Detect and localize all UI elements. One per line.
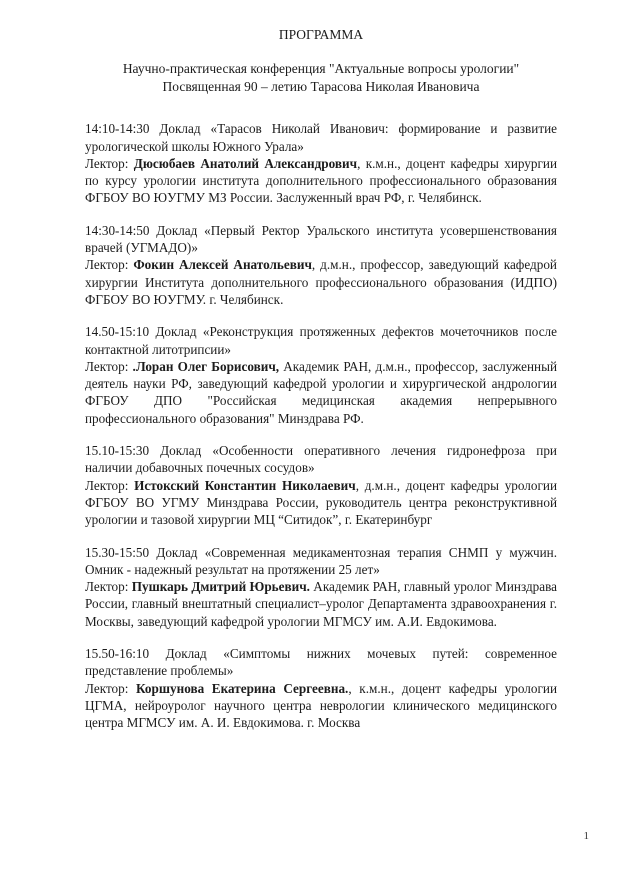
conference-dedication: Посвященная 90 – летию Тарасова Николая Ивановича xyxy=(162,79,480,95)
talk-entry xyxy=(85,323,557,427)
talk-entry xyxy=(85,645,557,731)
lecturer-name: Фокин Алексей Анатольевич xyxy=(133,257,312,273)
lecturer-details: , д.м.н., профессор, заведующий кафедрой хирургии Института дополнительного профессионального образования (ИДПО) ФГБОУ ВО ЮУГМУ. г. Челябинск. xyxy=(85,257,557,307)
talk-title: 14:30-14:50 Доклад «Первый Ректор Уральского института усовершенствования врачей (УГМАДО)» xyxy=(85,222,557,256)
talk-lecturer xyxy=(85,477,557,529)
lecturer-name: .Лоран Олег Борисович, xyxy=(132,358,280,374)
lecturer-details: , к.м.н., доцент кафедры урологии ЦГМА, нейроуролог научного центра неврологии клинического медицинского центра МГМСУ им. А. И. Евдокимова. г. Москва xyxy=(85,680,557,731)
lecturer-label: Лектор: xyxy=(85,257,129,273)
lecturer-label: Лектор: xyxy=(85,477,129,493)
talk-entry xyxy=(85,442,557,528)
talk-title: 15.10-15:30 Доклад «Особенности оперативного лечения гидронефроза при наличии добавочных почечных сосудов» xyxy=(85,443,557,476)
talk-title: 15.30-15:50 Доклад «Современная медикаментозная терапия СНМП у мужчин. Омник - надежный результат на протяжении 25 лет» xyxy=(85,544,557,577)
lecturer-details: Академик РАН, д.м.н., профессор, заслуженный деятель науки РФ, заведующий кафедрой урологии и хирургической андрологии ФГБОУ ДПО "Российская медицинская академия непрерывного профессионального образования" Минздрава РФ. xyxy=(85,358,558,426)
document-title: ПРОГРАММА xyxy=(278,27,364,42)
lecturer-details: , д.м.н., доцент кафедры урологии ФГБОУ ВО УГМУ Минздрава России, руководитель центра реконструктивной урологии и тазовой хирургии МЦ “Ситидок”, г. Екатеринбург xyxy=(85,477,558,528)
lecturer-label: Лектор: xyxy=(85,358,129,374)
talk-entry xyxy=(85,222,557,308)
lecturer-name: Пушкарь Дмитрий Юрьевич. xyxy=(131,579,310,595)
talk-lecturer xyxy=(85,256,557,308)
lecturer-name: Коршунова Екатерина Сергеевна. xyxy=(136,680,349,696)
lecturer-label: Лектор: xyxy=(85,579,129,595)
talk-title: 14.50-15:10 Доклад «Реконструкция протяженных дефектов мочеточников после контактной литотрипсии» xyxy=(85,324,557,357)
talk-title: 15.50-16:10 Доклад «Симптомы нижних мочевых путей: современное представление проблемы» xyxy=(85,646,557,679)
lecturer-name: Дюсюбаев Анатолий Александрович xyxy=(133,155,358,171)
lecturer-label: Лектор: xyxy=(85,155,129,171)
lecturer-name: Истокский Константин Николаевич xyxy=(134,477,356,493)
talk-entry xyxy=(85,120,557,206)
page-number: 1 xyxy=(583,830,589,842)
talk-title: 14:10-14:30 Доклад «Тарасов Николай Иванович: формирование и развитие урологической школы Южного Урала» xyxy=(85,121,557,154)
conference-name: Научно-практическая конференция "Актуальные вопросы урологии" xyxy=(122,61,520,77)
talk-lecturer xyxy=(85,155,557,207)
lecturer-label: Лектор: xyxy=(85,680,129,696)
talk-lecturer xyxy=(85,358,557,427)
talk-lecturer xyxy=(85,680,557,732)
talk-lecturer xyxy=(85,578,557,630)
talk-entry xyxy=(85,544,557,630)
lecturer-details: Академик РАН, главный уролог Минздрава России, главный внештатный специалист–уролог Департамента здравоохранения г. Москвы, заведующий кафедрой урологии МГМСУ им. А.И. Евдокимова. xyxy=(85,579,558,629)
lecturer-details: , к.м.н., доцент кафедры хирургии по курсу урологии института дополнительного профессионального образования ФГБОУ ВО ЮУГМУ МЗ России. Заслуженный врач РФ, г. Челябинск. xyxy=(85,155,558,206)
conference-subtitle xyxy=(85,60,557,96)
